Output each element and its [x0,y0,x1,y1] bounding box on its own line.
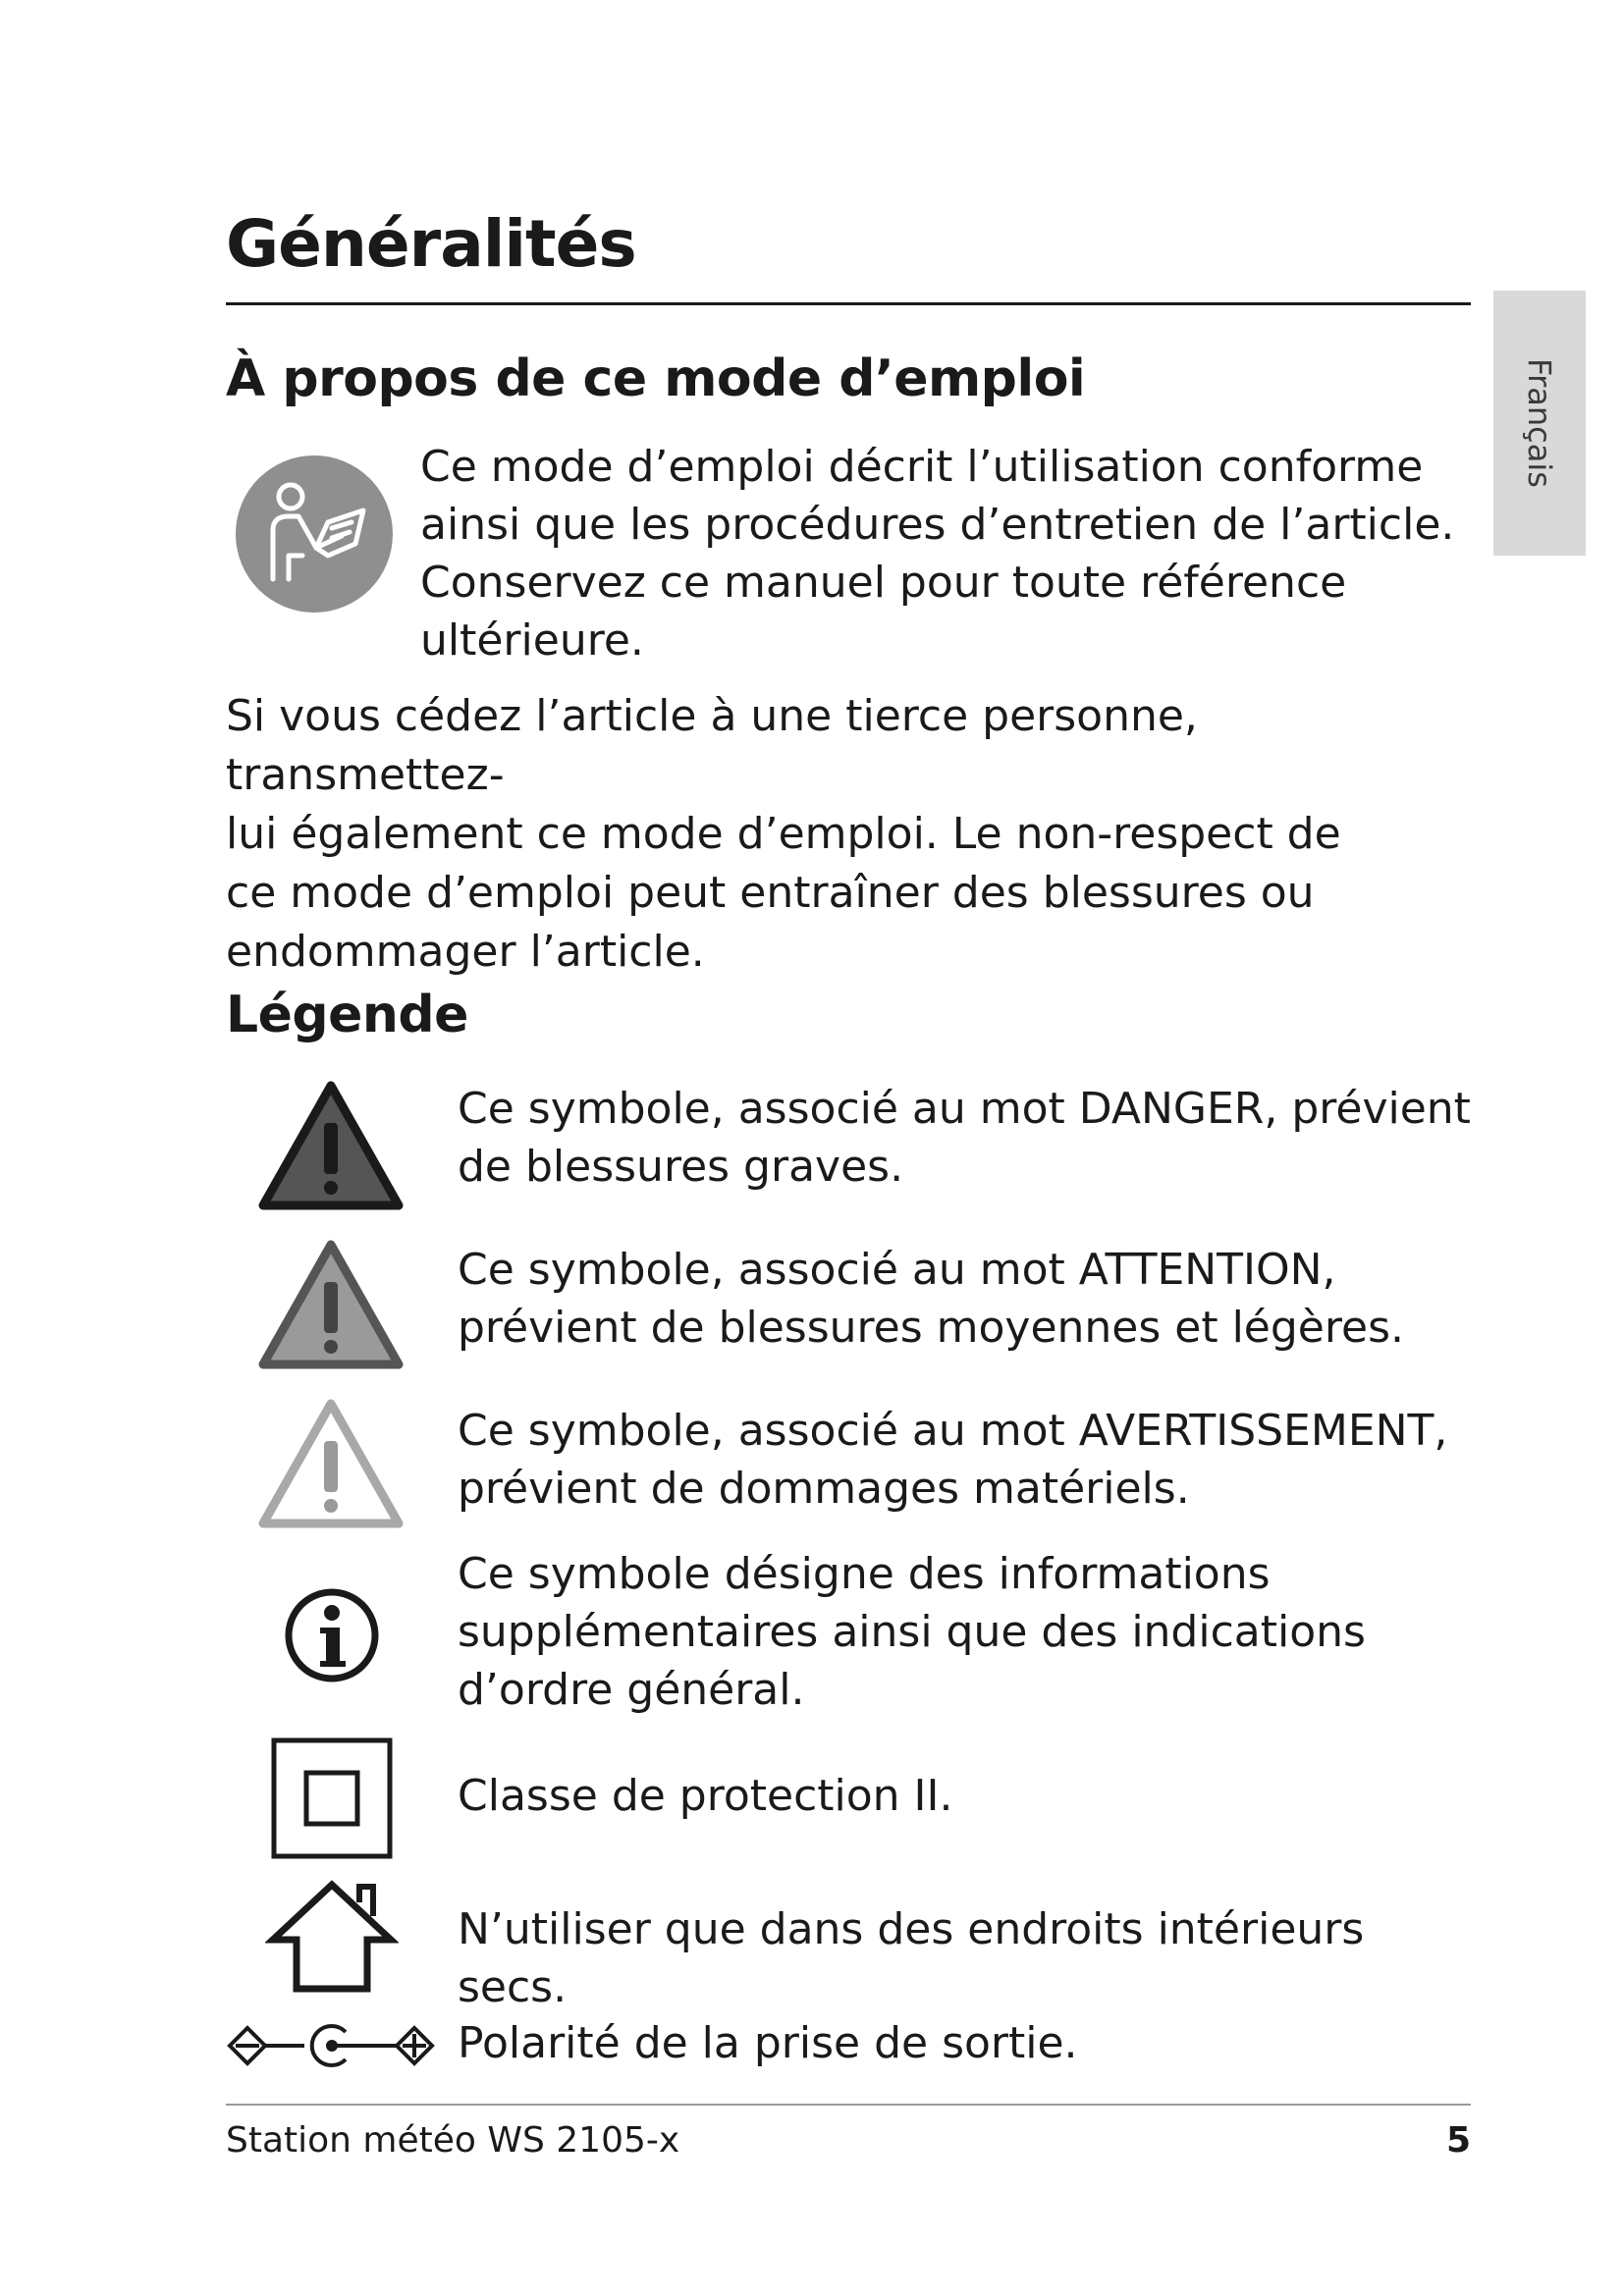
page-title: Généralités [226,206,636,282]
legend-line: Ce symbole, associé au mot AVERTISSEMENT, [458,1406,1448,1456]
legend-protection-text [458,1767,1479,1825]
protection-class-ii-icon [271,1737,393,1859]
danger-warning-icon [257,1080,405,1213]
footer-divider [226,2104,1471,2106]
language-tab [1493,291,1586,556]
about-heading: À propos de ce mode d’emploi [226,349,1086,408]
legend-line: Classe de protection II. [458,1771,953,1821]
legend-danger-text [458,1080,1479,1196]
legend-line: prévient de dommages matériels. [458,1464,1190,1514]
legend-line: Ce symbole, associé au mot DANGER, prévient [458,1084,1471,1134]
legend-line: prévient de blessures moyennes et légères. [458,1303,1404,1353]
avertissement-warning-icon [257,1398,405,1531]
info-icon [283,1586,381,1684]
legend-polarity-text [458,2014,1479,2072]
page-number: 5 [1445,2120,1471,2161]
legend-line: Polarité de la prise de sortie. [458,2018,1078,2068]
legend-info-text [458,1545,1479,1719]
legend-line: d’ordre général. [458,1665,805,1715]
legend-heading: Légende [226,986,468,1044]
title-divider [226,302,1471,305]
legend-attention-text [458,1241,1479,1357]
footer-product-name: Station météo WS 2105-x [226,2120,680,2161]
language-tab-label: Français [1521,358,1558,488]
paragraph-line: ce mode d’emploi peut entraîner des blessures ou [226,868,1315,918]
paragraph-line: lui également ce mode d’emploi. Le non-respect de [226,809,1341,859]
legend-line: N’utiliser que dans des endroits intérieurs secs. [458,1904,1365,2012]
attention-warning-icon [257,1239,405,1372]
intro-line: Ce mode d’emploi décrit l’utilisation conforme [420,442,1424,492]
paragraph-line: Si vous cédez l’article à une tierce personne, transmettez- [226,691,1198,800]
legend-line: Ce symbole, associé au mot ATTENTION, [458,1245,1336,1295]
legend-line: Ce symbole désigne des informations [458,1549,1271,1599]
legend-line: de blessures graves. [458,1142,904,1192]
intro-line: Conservez ce manuel pour toute référence [420,558,1347,608]
read-manual-icon [234,454,395,614]
legend-indoor-text [458,1900,1479,2016]
about-paragraph [226,687,1471,982]
intro-line: ainsi que les procédures d’entretien de l’article. [420,500,1455,550]
intro-line: ultérieure. [420,615,644,666]
paragraph-line: endommager l’article. [226,927,705,977]
polarity-icon [224,2020,440,2071]
indoor-use-house-icon [265,1879,399,1995]
legend-line: supplémentaires ainsi que des indications [458,1607,1366,1657]
about-intro [420,438,1471,669]
legend-avertissement-text [458,1402,1479,1518]
